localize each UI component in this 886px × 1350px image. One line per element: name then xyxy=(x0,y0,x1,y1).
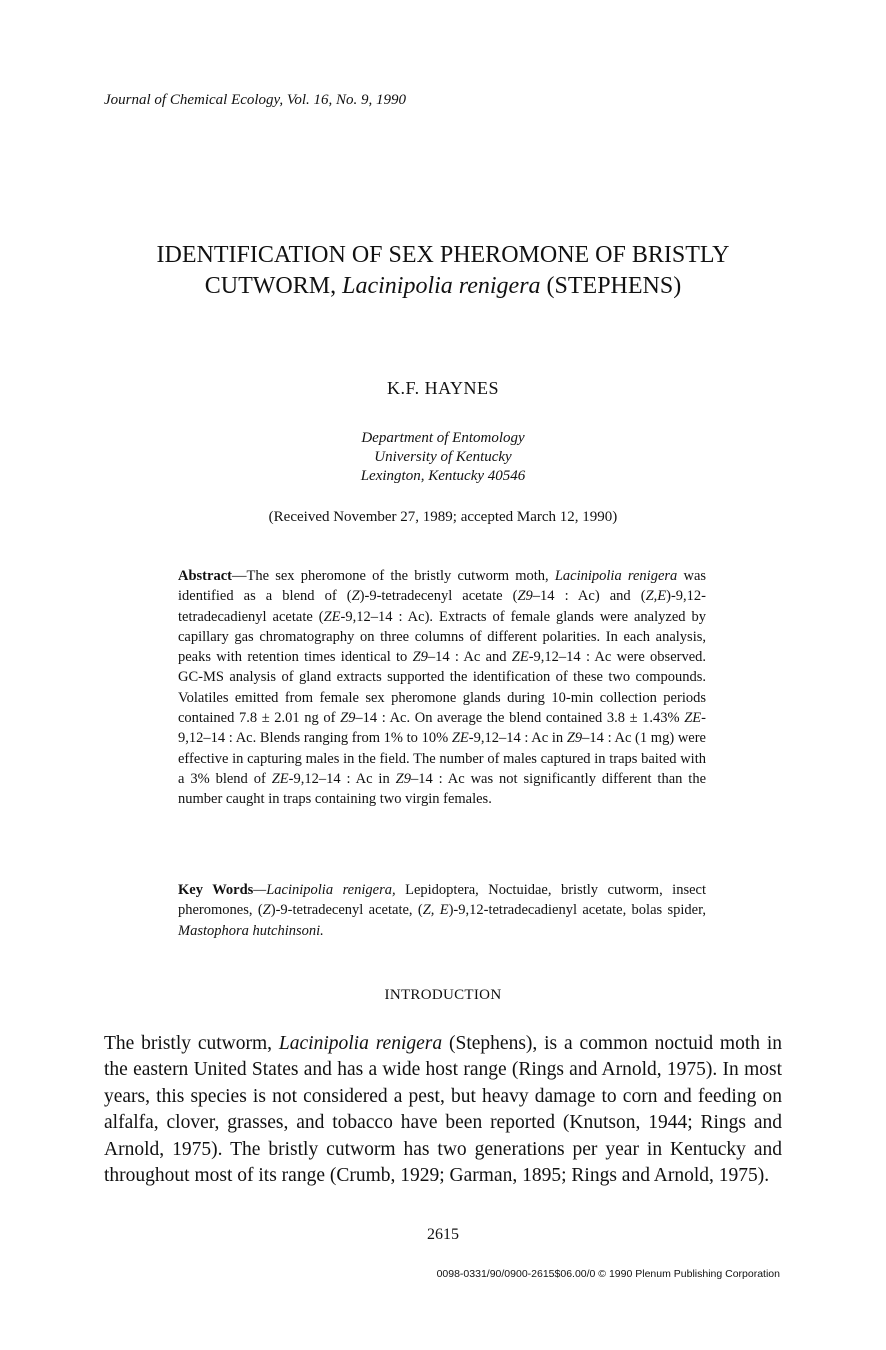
title-line-1: IDENTIFICATION OF SEX PHEROMONE OF BRISTLY xyxy=(156,242,730,268)
title-prefix: CUTWORM, xyxy=(204,273,337,299)
abstract: Abstract—The sex pheromone of the bristly cutworm moth, Lacinipolia renigera was identified as a blend of (Z)-9-tetradecenyl acetate (Z9–14 : Ac) and (Z,E)-9,12-tetradecadienyl acetate (ZE-9,12–14 : Ac). Extracts of female glands were analyzed by capillary gas chromatography on three columns of different polarities. In each analysis, peaks with retention times identical to Z9–14 : Ac and ZE-9,12–14 : Ac were observed. GC-MS analysis of gland extracts supported the identification of these two compounds. Volatiles emitted from female sex pheromone glands during 10-min collection periods contained 7.8 ± 2.01 ng of Z9–14 : Ac. On average the blend contained 3.8 ± 1.43% ZE-9,12–14 : Ac. Blends ranging from 1% to 10% ZE-9,12–14 : Ac in Z9–14 : Ac (1 mg) were effective in capturing males in the field. The number of males captured in traps baited with a 3% blend of ZE-9,12–14 : Ac in Z9–14 : Ac was not significantly different than the number caught in traps containing two virgin females. xyxy=(178,568,707,808)
affiliation-location: Lexington, Kentucky 40546 xyxy=(360,468,526,484)
author-name: K.F. HAYNES xyxy=(387,378,499,398)
abstract-heading: Abstract xyxy=(178,568,232,584)
key-words: Key Words—Lacinipolia renigera, Lepidoptera, Noctuidae, bristly cutworm, insect pheromones, (Z)-9-tetradecenyl acetate, (Z, E)-9,12-tetradecadienyl acetate, bolas spider, Mastophora hutchinsoni. xyxy=(178,882,707,939)
affiliation xyxy=(0,429,886,486)
affiliation-department: Department of Entomology xyxy=(361,430,525,446)
copyright-footer: 0098-0331/90/0900-2615$06.00/0 © 1990 Plenum Publishing Corporation xyxy=(436,1268,780,1280)
affiliation-university: University of Kentucky xyxy=(374,449,512,465)
page-number: 2615 xyxy=(427,1226,459,1243)
keywords-heading: Key Words xyxy=(178,882,254,898)
section-heading-introduction: INTRODUCTION xyxy=(384,987,502,1003)
journal-citation: Journal of Chemical Ecology, Vol. 16, No. 9, 1990 xyxy=(104,92,407,108)
received-dates: (Received November 27, 1989; accepted March 12, 1990) xyxy=(268,509,618,525)
title-line-2 xyxy=(100,271,786,302)
title-species: Lacinipolia renigera xyxy=(342,273,541,299)
title-suffix: (STEPHENS) xyxy=(546,273,682,299)
introduction-paragraph: The bristly cutworm, Lacinipolia renigera (Stephens), is a common noctuid moth in the eastern United States and has a wide host range (Rings and Arnold, 1975). In most years, this species is not considered a pest, but heavy damage to corn and feeding on alfalfa, clover, grasses, and tobacco have been reported (Knutson, 1944; Rings and Arnold, 1975). The bristly cutworm has two generations per year in Kentucky and throughout most of its range (Crumb, 1929; Garman, 1895; Rings and Arnold, 1975). xyxy=(104,1033,783,1187)
article-title xyxy=(100,240,786,302)
